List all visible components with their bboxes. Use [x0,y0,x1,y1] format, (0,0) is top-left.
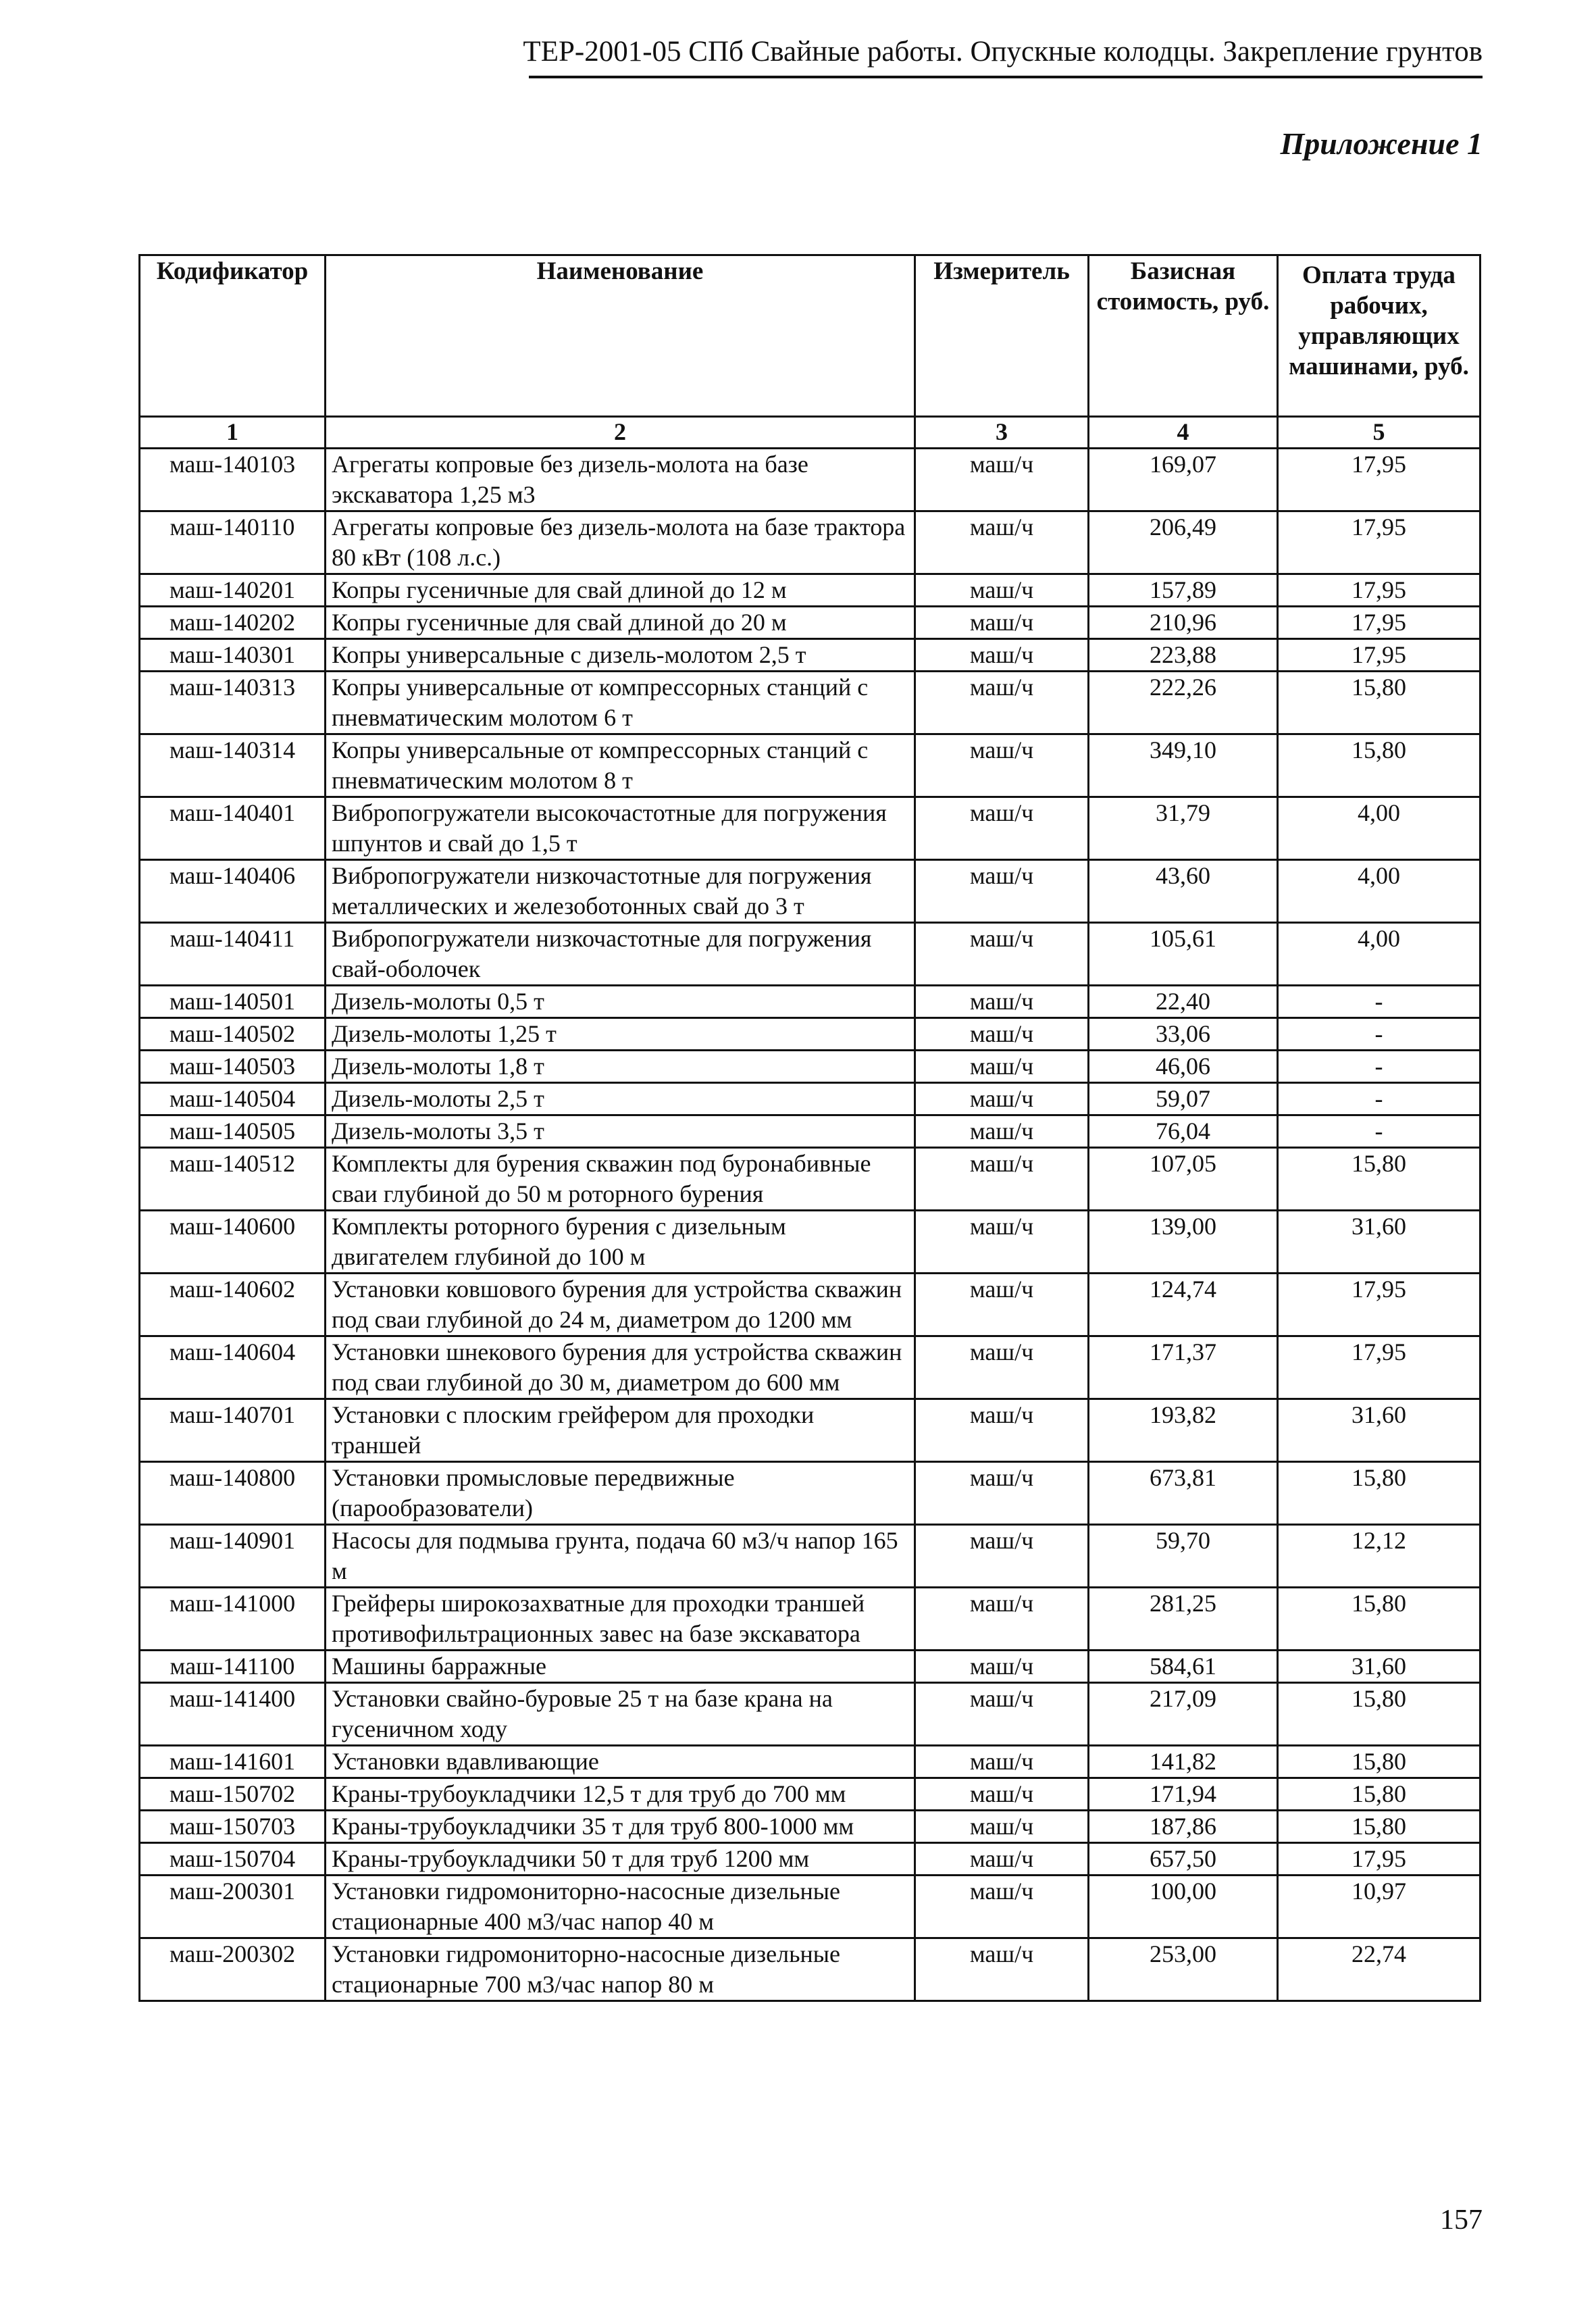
cell-cost: 171,37 [1089,1336,1278,1399]
table-row [140,1051,1481,1083]
cell-pay: - [1278,1083,1481,1115]
cell-pay: 17,95 [1278,574,1481,607]
cell-cost: 223,88 [1089,639,1278,672]
cell-name: Установки промысловые передвижные (парообразователи) [326,1462,915,1525]
cell-code: маш-141601 [140,1746,326,1778]
cell-code: маш-140501 [140,986,326,1018]
table-row [140,574,1481,607]
column-number: 4 [1089,417,1278,449]
cell-pay: 4,00 [1278,797,1481,860]
table-row [140,1746,1481,1778]
column-number: 2 [326,417,915,449]
table-row [140,1811,1481,1843]
cell-cost: 673,81 [1089,1462,1278,1525]
appendix-label: Приложение 1 [1280,126,1483,161]
cell-pay: 15,80 [1278,1811,1481,1843]
cell-code: маш-150704 [140,1843,326,1876]
cell-cost: 657,50 [1089,1843,1278,1876]
cell-code: маш-150702 [140,1778,326,1811]
cell-code: маш-140701 [140,1399,326,1462]
cell-cost: 139,00 [1089,1211,1278,1274]
cell-unit: маш/ч [915,1148,1089,1211]
table-row [140,1399,1481,1462]
cell-unit: маш/ч [915,1083,1089,1115]
column-header-code: Кодификатор [140,255,326,417]
cell-name: Краны-трубоукладчики 50 т для труб 1200 мм [326,1843,915,1876]
table-row [140,734,1481,797]
cell-unit: маш/ч [915,1211,1089,1274]
cell-unit: маш/ч [915,1746,1089,1778]
table-row [140,1683,1481,1746]
table-row [140,1018,1481,1051]
cell-name: Копры гусеничные для свай длиной до 20 м [326,607,915,639]
cell-pay: - [1278,1018,1481,1051]
cell-name: Копры гусеничные для свай длиной до 12 м [326,574,915,607]
column-number-row [140,417,1481,449]
cell-cost: 210,96 [1089,607,1278,639]
table-row [140,639,1481,672]
cell-code: маш-140505 [140,1115,326,1148]
cell-unit: маш/ч [915,1683,1089,1746]
cell-unit: маш/ч [915,1811,1089,1843]
column-header-unit: Измеритель [915,255,1089,417]
table-row [140,860,1481,923]
cell-code: маш-200301 [140,1876,326,1938]
table-row [140,797,1481,860]
cell-unit: маш/ч [915,1115,1089,1148]
table-row [140,1274,1481,1336]
cell-pay: 17,95 [1278,639,1481,672]
table-row [140,1651,1481,1683]
cell-pay: 4,00 [1278,923,1481,986]
cell-pay: 17,95 [1278,511,1481,574]
cell-cost: 31,79 [1089,797,1278,860]
cell-unit: маш/ч [915,1651,1089,1683]
cell-unit: маш/ч [915,1274,1089,1336]
cell-pay: - [1278,1115,1481,1148]
table-row [140,1083,1481,1115]
cell-unit: маш/ч [915,1051,1089,1083]
cell-cost: 100,00 [1089,1876,1278,1938]
cell-cost: 105,61 [1089,923,1278,986]
cell-cost: 281,25 [1089,1588,1278,1651]
column-header-name: Наименование [326,255,915,417]
cell-unit: маш/ч [915,1462,1089,1525]
cell-name: Копры универсальные с дизель-молотом 2,5 т [326,639,915,672]
cell-name: Агрегаты копровые без дизель-молота на базе трактора 80 кВт (108 л.с.) [326,511,915,574]
table-row [140,1211,1481,1274]
cell-code: маш-140313 [140,672,326,734]
table-row [140,1843,1481,1876]
cell-name: Вибропогружатели высокочастотные для погружения шпунтов и свай до 1,5 т [326,797,915,860]
cell-cost: 584,61 [1089,1651,1278,1683]
cell-code: маш-140201 [140,574,326,607]
cell-code: маш-140600 [140,1211,326,1274]
cell-unit: маш/ч [915,1588,1089,1651]
cell-code: маш-140314 [140,734,326,797]
cell-code: маш-200302 [140,1938,326,2001]
table-row [140,1148,1481,1211]
cell-unit: маш/ч [915,1336,1089,1399]
cell-name: Установки гидромониторно-насосные дизельные стационарные 400 м3/час напор 40 м [326,1876,915,1938]
cell-unit: маш/ч [915,1938,1089,2001]
cell-cost: 171,94 [1089,1778,1278,1811]
cell-pay: 17,95 [1278,449,1481,511]
cell-unit: маш/ч [915,734,1089,797]
cell-pay: 15,80 [1278,1148,1481,1211]
cell-name: Комплекты для бурения скважин под буронабивные сваи глубиной до 50 м роторного бурения [326,1148,915,1211]
column-number: 1 [140,417,326,449]
cell-code: маш-140602 [140,1274,326,1336]
cell-cost: 22,40 [1089,986,1278,1018]
cell-pay: 17,95 [1278,1336,1481,1399]
cell-name: Дизель-молоты 1,8 т [326,1051,915,1083]
cell-code: маш-140504 [140,1083,326,1115]
cell-cost: 193,82 [1089,1399,1278,1462]
cell-code: маш-140502 [140,1018,326,1051]
cell-code: маш-140401 [140,797,326,860]
cell-code: маш-141400 [140,1683,326,1746]
cell-code: маш-140110 [140,511,326,574]
table-row [140,607,1481,639]
cell-name: Дизель-молоты 0,5 т [326,986,915,1018]
cell-code: маш-140503 [140,1051,326,1083]
cell-name: Дизель-молоты 2,5 т [326,1083,915,1115]
cell-name: Агрегаты копровые без дизель-молота на базе экскаватора 1,25 м3 [326,449,915,511]
cell-unit: маш/ч [915,639,1089,672]
cell-code: маш-150703 [140,1811,326,1843]
cell-cost: 217,09 [1089,1683,1278,1746]
cell-unit: маш/ч [915,511,1089,574]
cell-name: Установки с плоским грейфером для проходки траншей [326,1399,915,1462]
table-row [140,1462,1481,1525]
table-row [140,1876,1481,1938]
table-row [140,1938,1481,2001]
cell-unit: маш/ч [915,1525,1089,1588]
cell-name: Установки шнекового бурения для устройства скважин под сваи глубиной до 30 м, диаметром до 600 мм [326,1336,915,1399]
cell-cost: 157,89 [1089,574,1278,607]
cell-name: Установки гидромониторно-насосные дизельные стационарные 700 м3/час напор 80 м [326,1938,915,2001]
cell-cost: 107,05 [1089,1148,1278,1211]
table-row [140,1778,1481,1811]
column-header-cost: Базисная стоимость, руб. [1089,255,1278,417]
cell-cost: 124,74 [1089,1274,1278,1336]
cell-name: Грейферы широкозахватные для проходки траншей противофильтрационных завес на базе экскаватора [326,1588,915,1651]
cell-cost: 253,00 [1089,1938,1278,2001]
cell-cost: 141,82 [1089,1746,1278,1778]
cell-cost: 59,70 [1089,1525,1278,1588]
cell-name: Установки свайно-буровые 25 т на базе крана на гусеничном ходу [326,1683,915,1746]
cell-cost: 169,07 [1089,449,1278,511]
table-row [140,449,1481,511]
cell-pay: 17,95 [1278,1843,1481,1876]
cell-name: Комплекты роторного бурения с дизельным двигателем глубиной до 100 м [326,1211,915,1274]
table-row [140,511,1481,574]
cell-code: маш-141100 [140,1651,326,1683]
cell-cost: 43,60 [1089,860,1278,923]
cell-name: Копры универсальные от компрессорных станций с пневматическим молотом 8 т [326,734,915,797]
cell-code: маш-140604 [140,1336,326,1399]
cell-name: Насосы для подмыва грунта, подача 60 м3/ч напор 165 м [326,1525,915,1588]
cell-cost: 46,06 [1089,1051,1278,1083]
cell-cost: 222,26 [1089,672,1278,734]
cell-code: маш-140202 [140,607,326,639]
cell-code: маш-141000 [140,1588,326,1651]
cell-pay: 31,60 [1278,1651,1481,1683]
table-row [140,672,1481,734]
header-rule [529,76,1483,78]
cell-pay: 17,95 [1278,1274,1481,1336]
cell-code: маш-140800 [140,1462,326,1525]
cell-pay: 15,80 [1278,1462,1481,1525]
cell-name: Машины барражные [326,1651,915,1683]
table-row [140,1336,1481,1399]
cell-pay: 17,95 [1278,607,1481,639]
cell-pay: 22,74 [1278,1938,1481,2001]
cell-code: маш-140901 [140,1525,326,1588]
cell-unit: маш/ч [915,797,1089,860]
table-body [140,449,1481,2001]
cell-pay: 15,80 [1278,672,1481,734]
cell-name: Краны-трубоукладчики 35 т для труб 800-1000 мм [326,1811,915,1843]
cell-unit: маш/ч [915,1399,1089,1462]
table-header [140,255,1481,449]
cell-name: Вибропогружатели низкочастотные для погружения металлических и железоботонных свай до 3 т [326,860,915,923]
cell-pay: 31,60 [1278,1211,1481,1274]
cell-cost: 349,10 [1089,734,1278,797]
cell-cost: 187,86 [1089,1811,1278,1843]
cell-unit: маш/ч [915,860,1089,923]
cell-pay: - [1278,1051,1481,1083]
cell-unit: маш/ч [915,607,1089,639]
cell-unit: маш/ч [915,1876,1089,1938]
table-row [140,1588,1481,1651]
cell-unit: маш/ч [915,574,1089,607]
table-header-row [140,255,1481,417]
cell-pay: 12,12 [1278,1525,1481,1588]
cell-name: Краны-трубоукладчики 12,5 т для труб до 700 мм [326,1778,915,1811]
cell-code: маш-140411 [140,923,326,986]
cell-unit: маш/ч [915,923,1089,986]
cell-unit: маш/ч [915,1778,1089,1811]
cell-name: Копры универсальные от компрессорных станций с пневматическим молотом 6 т [326,672,915,734]
cell-cost: 33,06 [1089,1018,1278,1051]
cell-pay: 10,97 [1278,1876,1481,1938]
document-header-title: ТЕР-2001-05 СПб Свайные работы. Опускные колодцы. Закрепление грунтов [523,36,1483,68]
table-row [140,923,1481,986]
cell-pay: 15,80 [1278,1746,1481,1778]
cell-unit: маш/ч [915,672,1089,734]
cell-cost: 76,04 [1089,1115,1278,1148]
column-number: 5 [1278,417,1481,449]
table-row [140,986,1481,1018]
cell-name: Установки вдавливающие [326,1746,915,1778]
cell-pay: 15,80 [1278,1778,1481,1811]
machines-table [138,254,1481,2002]
column-number: 3 [915,417,1089,449]
cell-unit: маш/ч [915,1018,1089,1051]
page-number: 157 [1440,2205,1483,2236]
table-row [140,1115,1481,1148]
column-header-pay: Оплата труда рабочих, управляющих машинами, руб. [1278,255,1481,417]
cell-pay: 15,80 [1278,1588,1481,1651]
cell-cost: 206,49 [1089,511,1278,574]
cell-code: маш-140406 [140,860,326,923]
table-row [140,1525,1481,1588]
cell-name: Дизель-молоты 1,25 т [326,1018,915,1051]
cell-code: маш-140103 [140,449,326,511]
cell-pay: 15,80 [1278,734,1481,797]
cell-name: Дизель-молоты 3,5 т [326,1115,915,1148]
cell-code: маш-140301 [140,639,326,672]
cell-unit: маш/ч [915,449,1089,511]
cell-unit: маш/ч [915,986,1089,1018]
cell-name: Установки ковшового бурения для устройства скважин под сваи глубиной до 24 м, диаметром до 1200 мм [326,1274,915,1336]
cell-name: Вибропогружатели низкочастотные для погружения свай-оболочек [326,923,915,986]
cell-pay: 31,60 [1278,1399,1481,1462]
cell-code: маш-140512 [140,1148,326,1211]
cell-pay: 15,80 [1278,1683,1481,1746]
cell-cost: 59,07 [1089,1083,1278,1115]
cell-unit: маш/ч [915,1843,1089,1876]
cell-pay: - [1278,986,1481,1018]
cell-pay: 4,00 [1278,860,1481,923]
